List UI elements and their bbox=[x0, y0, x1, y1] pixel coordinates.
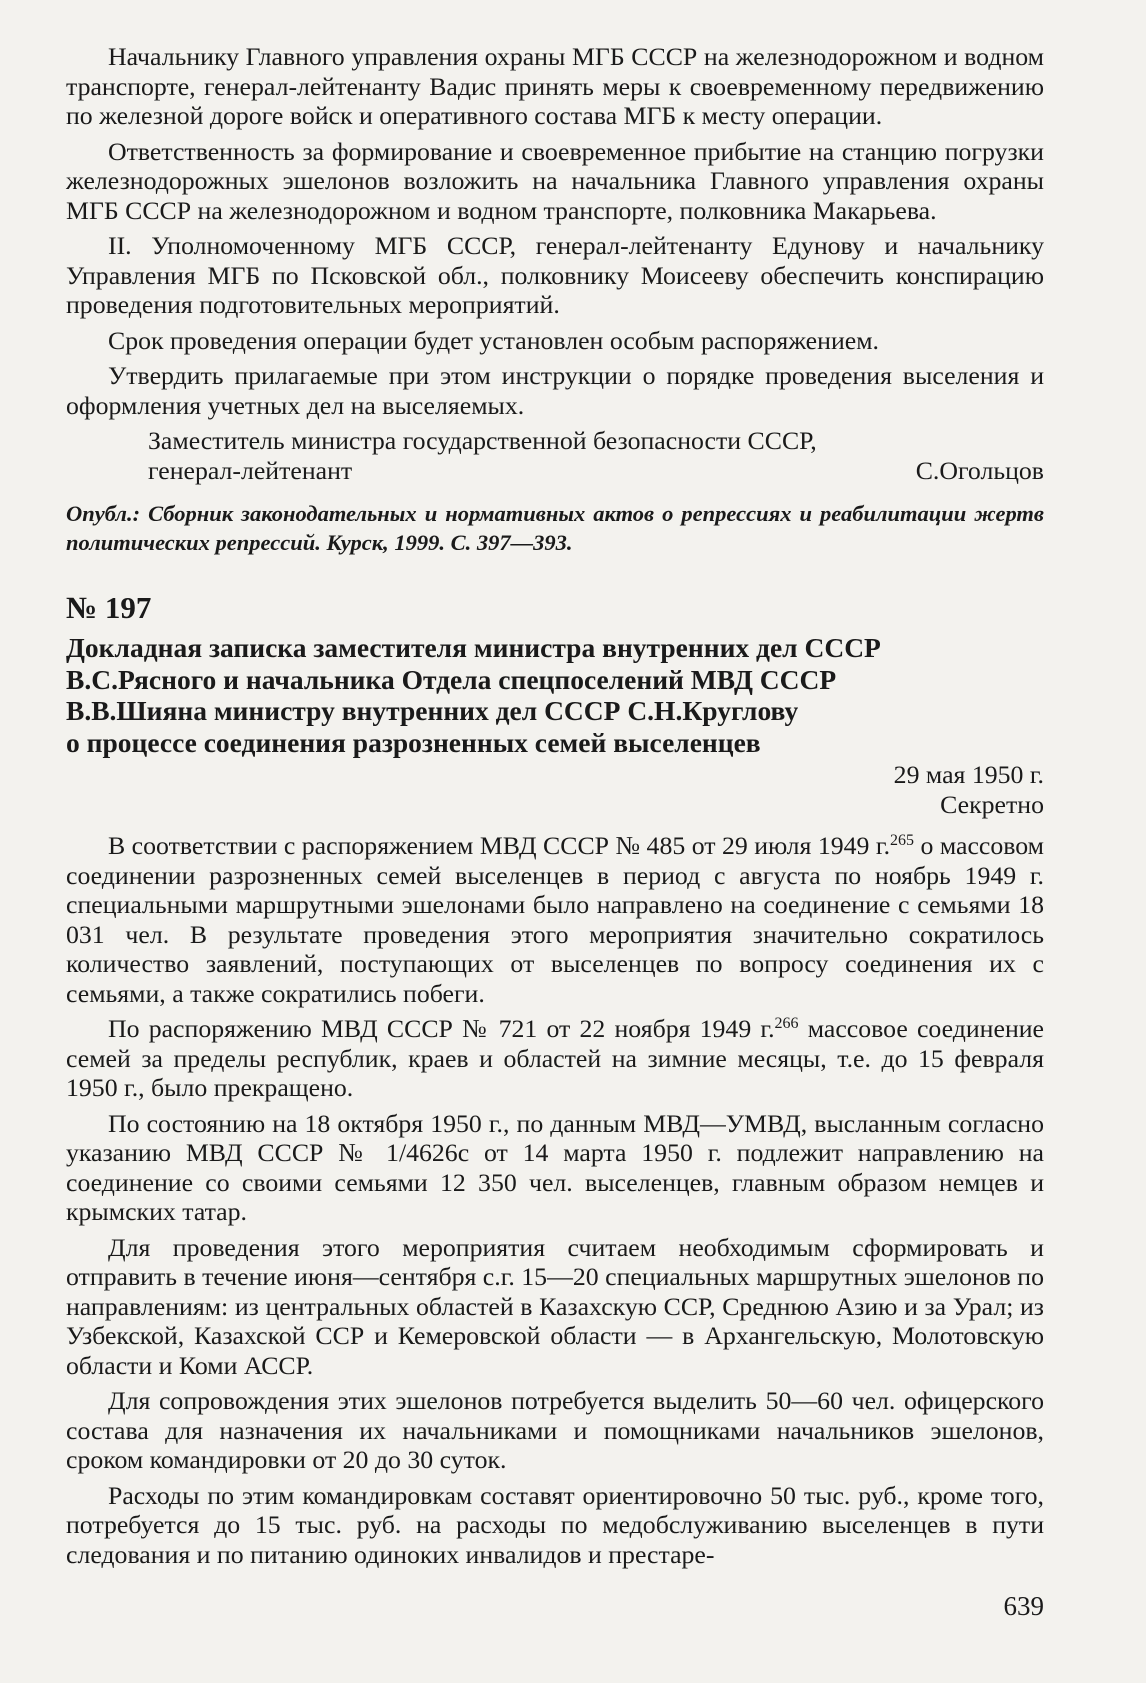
paragraph: По состоянию на 18 октября 1950 г., по данным МВД—УМВД, высланным согласно указанию МВД СССР № 1/4626с от 14 марта 1950 г. подлежит направлению на соединение со своими семьями 12 350 чел. выселенцев, главным образом немцев и крымских татар. bbox=[66, 1108, 1044, 1226]
paragraph: Для проведения этого мероприятия считаем необходимым сформировать и отправить в течение июня—сентября с.г. 15—20 специальных маршрутных эшелонов по направлениям: из центральных областей в Казахскую ССР, Среднюю Азию и за Урал; из Узбекской, Казахской ССР и Кемеровской области — в Архангельскую, Молотовскую области и Коми АССР. bbox=[66, 1232, 1045, 1380]
document-title-line: о процессе соединения разрозненных семей выселенцев bbox=[66, 726, 761, 758]
signatory-rank: генерал-лейтенант bbox=[148, 455, 353, 485]
document-title-line: В.В.Шияна министру внутренних дел СССР С.Н.Круглову bbox=[66, 695, 799, 726]
paragraph: Срок проведения операции будет установлен особым распоряжением. bbox=[108, 325, 879, 355]
footnote-ref: 265 bbox=[890, 832, 915, 849]
paragraph: Расходы по этим командировкам составят ориентировочно 50 тыс. руб., кроме того, потребуется до 15 тыс. руб. на расходы по медобслуживанию выселенцев в пути следования и по питанию одиноких инвалидов и престаре- bbox=[66, 1480, 1044, 1569]
signatory-name: С.Огольцов bbox=[915, 455, 1044, 485]
paragraph: Ответственность за формирование и своевременное прибытие на станцию погрузки железнодорожных эшелонов возложить на начальника Главного управления охраны МГБ СССР на железнодорожном и водном транспорте, полковника Макарьева. bbox=[66, 136, 1044, 225]
signatory-position: Заместитель министра государственной безопасности СССР, bbox=[148, 426, 817, 455]
classification-mark: Секретно bbox=[940, 789, 1044, 819]
paragraph: По распоряжению МВД СССР № 721 от 22 ноября 1949 г.$^{266}$ массовое соединение семей за пределы республик, краев и областей на зимние месяцы, т.е. до 15 февраля 1950 г., было прекращено. bbox=[66, 1014, 1044, 1102]
previous-document-ending bbox=[66, 42, 1044, 557]
paragraph: Начальнику Главного управления охраны МГБ СССР на железнодорожном и водном транспорте, генерал-лейтенанту Вадис принять меры к своевременному передвижению по железной дороге войск и оперативного состава МГБ к месту операции. bbox=[66, 42, 1044, 130]
document-title bbox=[66, 632, 1044, 758]
document-title-line: В.С.Рясного и начальника Отдела спецпоселений МВД СССР bbox=[66, 663, 837, 695]
document-number: № 197 bbox=[66, 590, 152, 625]
document-body bbox=[66, 831, 1044, 1569]
document-title-line: Докладная записка заместителя министра внутренних дел СССР bbox=[66, 632, 881, 663]
document-197 bbox=[66, 590, 1044, 1569]
publication-reference: Опубл.: Сборник законодательных и нормативных актов о репрессиях и реабилитации жертв политических репрессий. Курск, 1999. С. 397—393. bbox=[66, 501, 1044, 555]
paragraph: В соответствии с распоряжением МВД СССР № 485 от 29 июля 1949 г.$^{265}$ о массовом соединении разрозненных семей выселенцев в период с августа по ноябрь 1949 г. специальными маршрутными эшелонами было направлено на соединение с семьями 18 031 чел. В результате проведения этого мероприятия значительно сократилось количество заявлений, поступающих от выселенцев по вопросу соединения их с семьями, а также сократились побеги. bbox=[66, 831, 1044, 1008]
signature-block bbox=[66, 426, 1044, 485]
document-date: 29 мая 1950 г. bbox=[893, 760, 1044, 789]
page-number: 639 bbox=[1003, 1591, 1044, 1621]
paragraph: Для сопровождения этих эшелонов потребуется выделить 50—60 чел. офицерского состава для назначения их начальниками и помощниками начальников эшелонов, сроком командировки от 20 до 30 суток. bbox=[66, 1386, 1044, 1474]
paragraph: Утвердить прилагаемые при этом инструкции о порядке проведения выселения и оформления учетных дел на выселяемых. bbox=[66, 361, 1044, 420]
paragraph: II. Уполномоченному МГБ СССР, генерал-лейтенанту Едунову и начальнику Управления МГБ по Псковской обл., полковнику Моисееву обеспечить конспирацию проведения подготовительных мероприятий. bbox=[66, 231, 1044, 319]
footnote-ref: 266 bbox=[774, 1015, 799, 1032]
